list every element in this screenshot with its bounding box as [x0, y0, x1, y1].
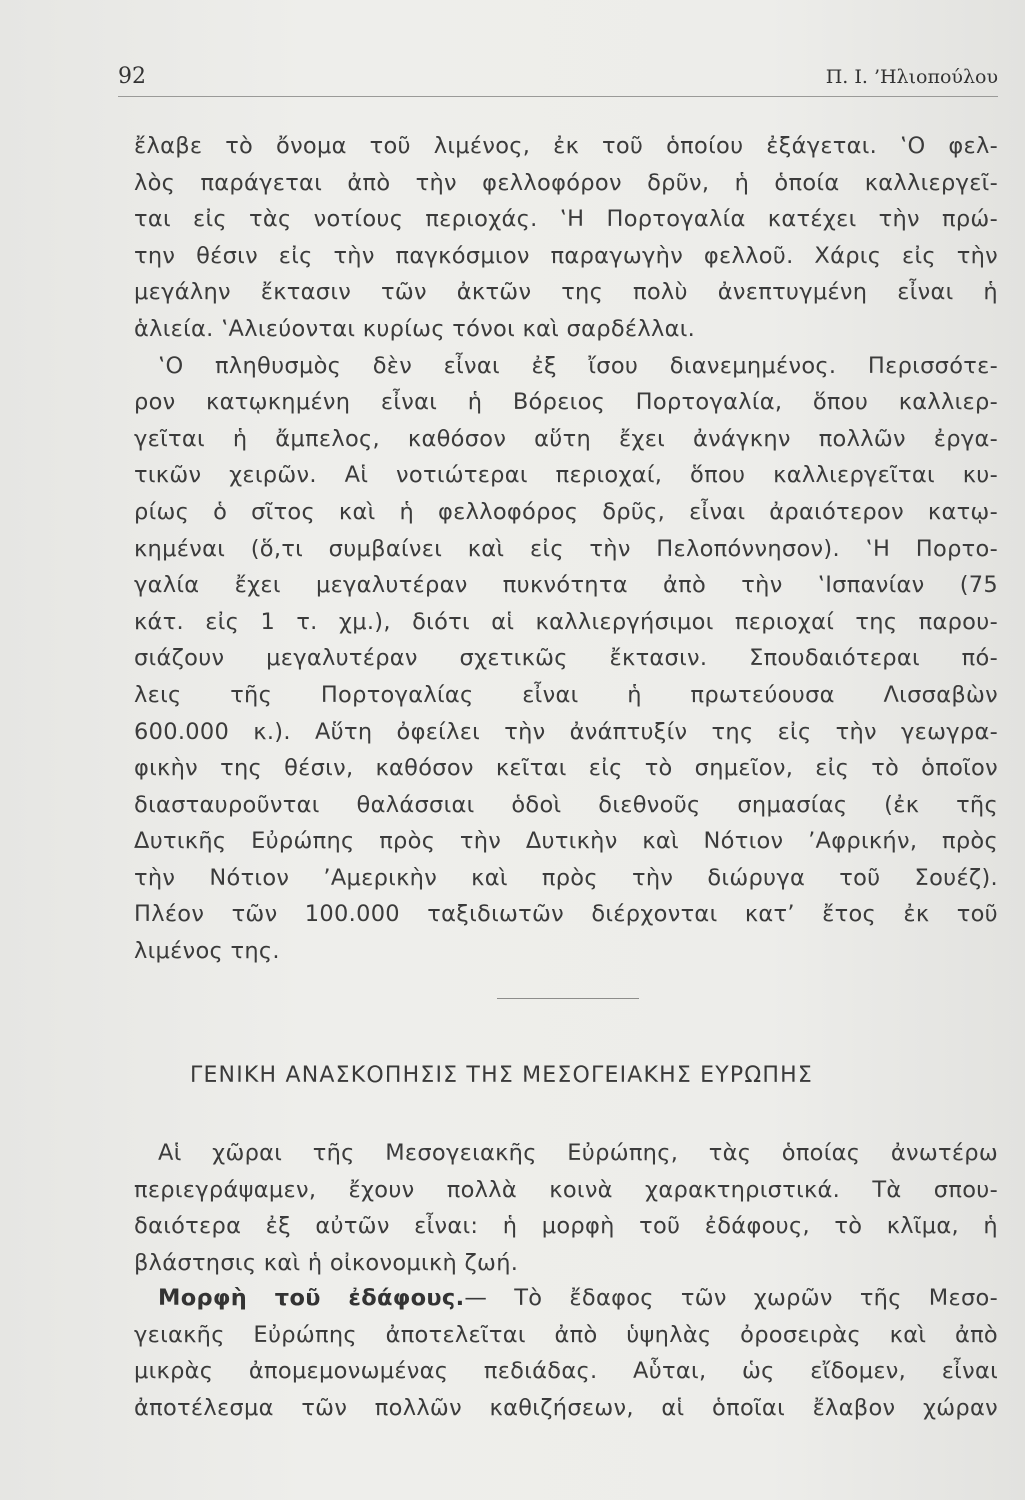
text-line: τικῶν χειρῶν. Αἱ νοτιώτεραι περιοχαί, ὅπου καλλιεργεῖται κυ- — [134, 462, 998, 489]
text-line: Πλέον τῶν 100.000 ταξιδιωτῶν διέρχονται κατ’ ἔτος ἐκ τοῦ — [134, 901, 998, 928]
text-line: λιμένος της. — [134, 938, 280, 965]
text-line: βλάστησις καὶ ἡ οἰκονομικὴ ζωή. — [134, 1249, 519, 1276]
text-line — [134, 1280, 998, 1317]
portugal-text-block — [134, 128, 998, 970]
text-line: Δυτικῆς Εὐρώπης πρὸς τὴν Δυτικὴν καὶ Νότιον ’Αφρικήν, πρὸς — [134, 828, 998, 855]
text-line: διασταυροῦνται θαλάσσιαι ὁδοὶ διεθνοῦς σημασίας (ἐκ τῆς — [134, 791, 998, 818]
text-line: Αἱ χῶραι τῆς Μεσογειακῆς Εὐρώπης, τὰς ὁποίας ἀνωτέρω — [158, 1140, 998, 1166]
text-line: ἀποτέλεσμα τῶν πολλῶν καθιζήσεων, αἱ ὁποῖαι ἔλαβον χώραν — [134, 1394, 998, 1421]
terrain-text-block — [134, 1280, 998, 1426]
text-line: κάτ. εἰς 1 τ. χμ.), διότι αἱ καλλιεργήσιμοι περιοχαί της παρου- — [134, 608, 998, 635]
terrain-subheading: Μορφὴ τοῦ ἐδάφους. — [158, 1285, 465, 1311]
text-line: την θέσιν εἰς τὴν παγκόσμιον παραγωγὴν φελλοῦ. Χάρις εἰς τὴν — [134, 242, 998, 269]
terrain-lead-text: — Τὸ ἔδαφος τῶν χωρῶν τῆς Μεσο- — [464, 1285, 998, 1311]
text-line: ἁλιεία. ‛Αλιεύονται κυρίως τόνοι καὶ σαρδέλλαι. — [134, 315, 696, 342]
text-line: 600.000 κ.). Αὕτη ὀφείλει τὴν ἀνάπτυξίν της εἰς τὴν γεωγρα- — [134, 718, 998, 745]
page-number: 92 — [118, 64, 146, 89]
page-header — [118, 64, 998, 98]
text-line: δαιότερα ἐξ αὐτῶν εἶναι: ἡ μορφὴ τοῦ ἐδάφους, τὸ κλῖμα, ἡ — [134, 1213, 998, 1240]
text-line: κημέναι (ὅ,τι συμβαίνει καὶ εἰς τὴν Πελοπόννησον). ‛Η Πορτο- — [134, 535, 998, 562]
text-line: ται εἰς τὰς νοτίους περιοχάς. ‛Η Πορτογαλία κατέχει τὴν πρώ- — [134, 206, 998, 233]
section-heading: ΓΕΝΙΚΗ ΑΝΑΣΚΟΠΗΣΙΣ ΤΗΣ ΜΕΣΟΓΕΙΑΚΗΣ ΕΥΡΩΠΗΣ — [190, 1063, 813, 1088]
text-line: γειακῆς Εὐρώπης ἀποτελεῖται ἀπὸ ὑψηλὰς ὀροσειρὰς καὶ ἀπὸ — [134, 1321, 998, 1348]
text-line: γεῖται ἡ ἄμπελος, καθόσον αὕτη ἔχει ἀνάγκην πολλῶν ἐργα- — [134, 425, 998, 452]
text-line: ρίως ὁ σῖτος καὶ ἡ φελλοφόρος δρῦς, εἶναι ἀραιότερον κατῳ- — [134, 498, 998, 525]
header-rule — [118, 96, 998, 97]
text-line: ἔλαβε τὸ ὄνομα τοῦ λιμένος, ἐκ τοῦ ὁποίου ἐξάγεται. ‛Ο φελ- — [134, 133, 998, 159]
text-line: λεις τῆς Πορτογαλίας εἶναι ἡ πρωτεύουσα Λισσαβὼν — [134, 681, 998, 708]
running-head: Π. Ι. ’Ηλιοπούλου — [825, 66, 998, 88]
text-line: μεγάλην ἔκτασιν τῶν ἀκτῶν της πολὺ ἀνεπτυγμένη εἶναι ἡ — [134, 279, 998, 306]
text-line: σιάζουν μεγαλυτέραν σχετικῶς ἔκτασιν. Σπουδαιότεραι πό- — [134, 645, 998, 672]
text-line: μικρὰς ἀπομεμονωμένας πεδιάδας. Αὗται, ὡς εἴδομεν, εἶναι — [134, 1358, 998, 1385]
text-line: ‛Ο πληθυσμὸς δὲν εἶναι ἐξ ἴσου διανεμημένος. Περισσότε- — [158, 352, 998, 379]
overview-text-block — [134, 1135, 998, 1281]
text-line: φικὴν της θέσιν, καθόσον κεῖται εἰς τὸ σημεῖον, εἰς τὸ ὁποῖον — [134, 755, 998, 782]
text-line: τὴν Νότιον ’Αμερικὴν καὶ πρὸς τὴν διώρυγα τοῦ Σουέζ). — [134, 864, 998, 891]
text-line: ρον κατῳκημένη εἶναι ἡ Βόρειος Πορτογαλία, ὅπου καλλιερ- — [134, 389, 998, 416]
section-separator — [497, 998, 639, 999]
text-line: γαλία ἔχει μεγαλυτέραν πυκνότητα ἀπὸ τὴν ‛Ισπανίαν (75 — [134, 572, 998, 599]
text-line: λὸς παράγεται ἀπὸ τὴν φελλοφόρον δρῦν, ἡ ὁποία καλλιεργεῖ- — [134, 169, 998, 196]
text-line: περιεγράψαμεν, ἔχουν πολλὰ κοινὰ χαρακτηριστικά. Τὰ σπου- — [134, 1176, 998, 1203]
